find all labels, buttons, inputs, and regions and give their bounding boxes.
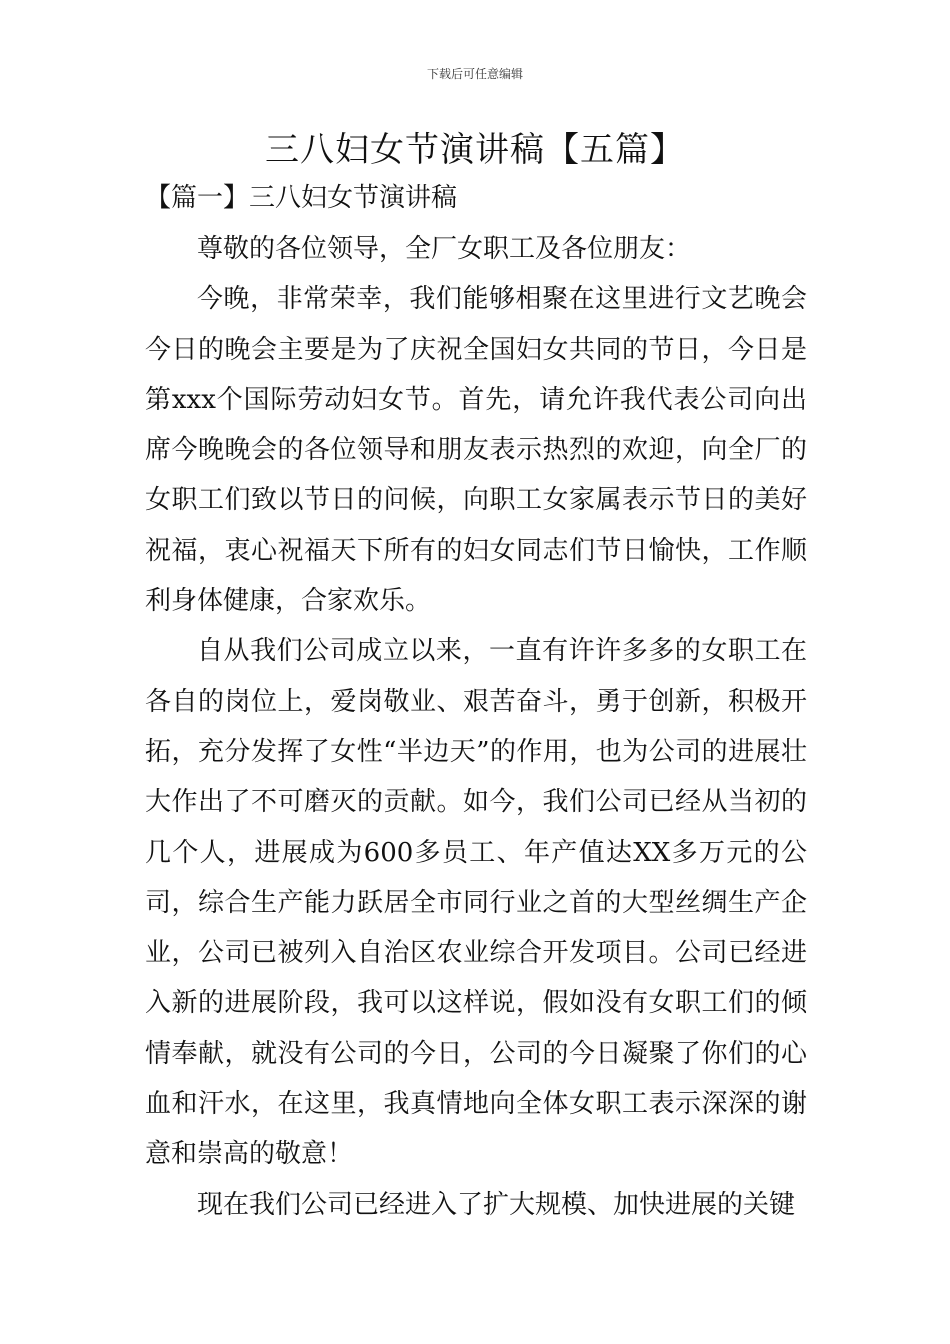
header-note: 下载后可任意编辑 xyxy=(426,67,523,81)
document-title: 三八妇女节演讲稿【五篇】 xyxy=(265,130,685,170)
paragraph-opening: 今晚，非常荣幸，我们能够相聚在这里进行文艺晚会今日的晚会主要是为了庆祝全国妇女共同的节日，今日是第xxx个国际劳动妇女节。首先，请允许我代表公司向出席今晚晚会的各位领导和朋友表示热烈的欢迎，向全厂的女职工们致以节日的问候，向职工女家属表示节日的美好祝福，衷心祝福天下所有的妇女同志们节日愉快，工作顺利身体健康，合家欢乐。 xyxy=(145,284,807,617)
paragraph-current: 现在我们公司已经进入了扩大规模、加快进展的关键 xyxy=(197,1189,796,1220)
section-heading: 【篇一】三八妇女节演讲稿 xyxy=(145,183,458,213)
paragraph-company-history: 自从我们公司成立以来，一直有许许多多的女职工在各自的岗位上，爱岗敬业、艰苦奋斗，勇于创新，积极开拓，充分发挥了女性“半边天”的作用，也为公司的进展壮大作出了不可磨灭的贡献。如今，我们公司已经从当初的几个人，进展成为600多员工、年产值达XX多万元的公司，综合生产能力跃居全市同行业之首的大型丝绸生产企业，公司已被列入自治区农业综合开发项目。公司已经进入新的进展阶段，我可以这样说，假如没有女职工们的倾情奉献，就没有公司的今日，公司的今日凝聚了你们的心血和汗水，在这里，我真情地向全体女职工表示深深的谢意和崇高的敬意！ xyxy=(145,636,807,1170)
body-text xyxy=(145,224,807,1230)
paragraph-greeting: 尊敬的各位领导，全厂女职工及各位朋友： xyxy=(197,234,692,264)
